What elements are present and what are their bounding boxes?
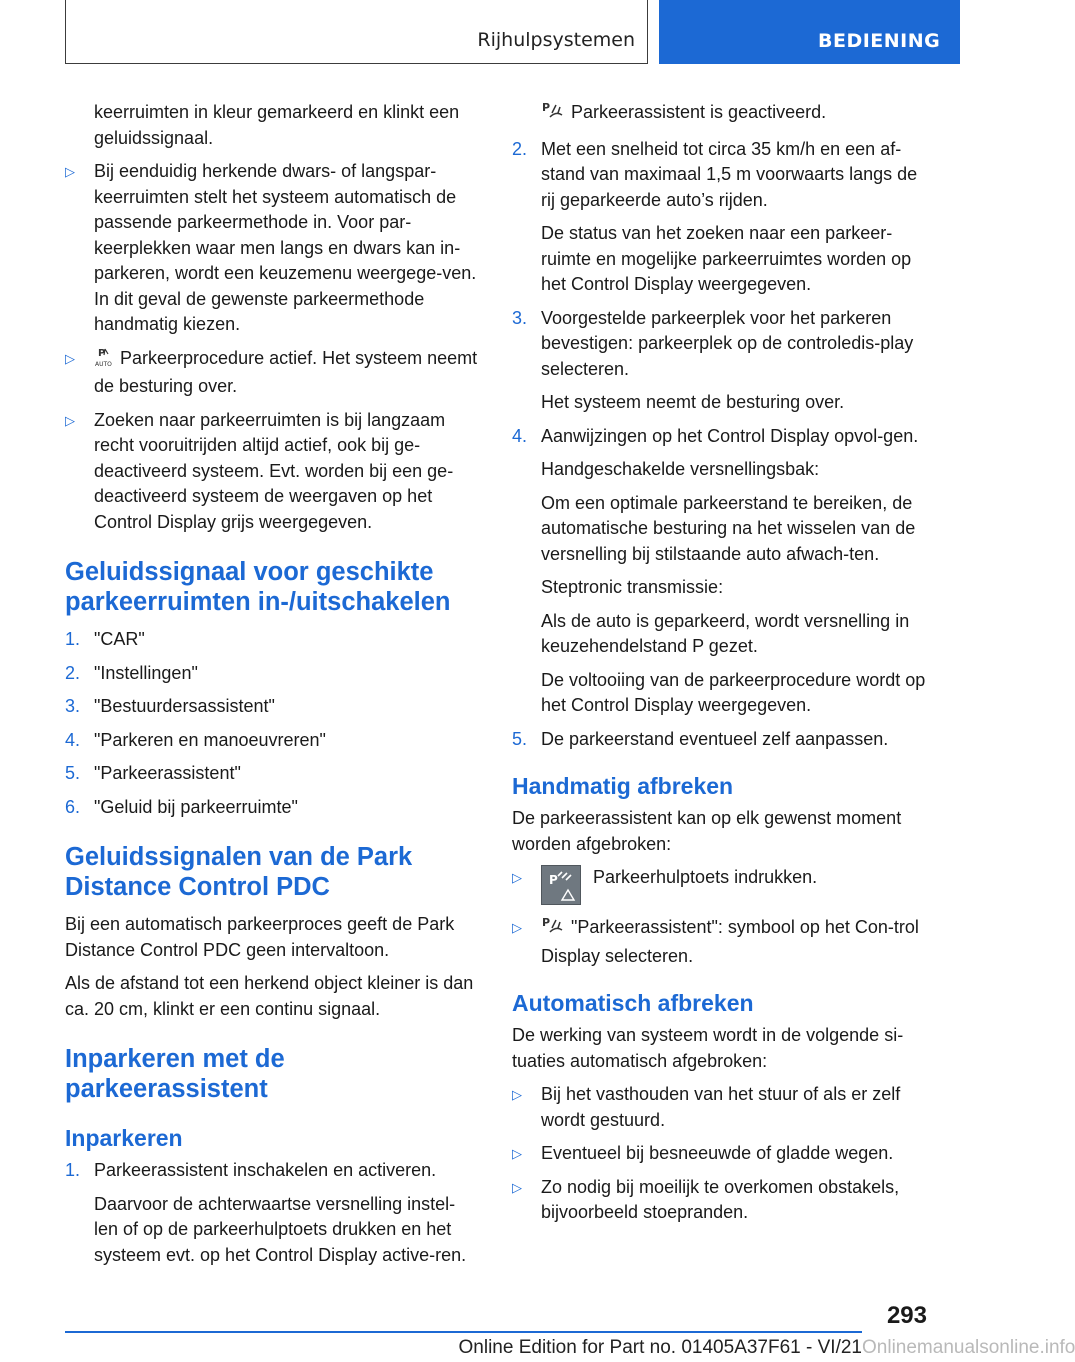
auto-paragraph: De werking van systeem wordt in de volgende si-tuaties automatisch afgebroken: — [512, 1025, 904, 1071]
continued-paragraph: keerruimten in kleur gemarkeerd en klinkt een geluidssignaal. — [94, 102, 460, 148]
manual-paragraph: De parkeerassistent kan op elk gewenst moment worden afgebroken: — [512, 808, 902, 854]
list-item: 5. De parkeerstand eventueel zelf aanpassen. — [512, 728, 889, 749]
list-item — [512, 915, 928, 969]
list-item — [512, 1141, 928, 1167]
list-item: 1. Parkeerassistent inschakelen en activeren. Daarvoor de achterwaartse versnelling instel-len of op de parkeerhulptoets drukken en het systeem evt. op het Control Display active-ren. — [65, 1160, 467, 1265]
list-item: 2. "Instellingen" — [65, 662, 198, 683]
list-item: 6. "Geluid bij parkeerruimte" — [65, 796, 298, 817]
bullet-marker: ▷ — [512, 1179, 522, 1195]
footer-edition: Online Edition for Part no. 01405A37F61 - VI/21 — [458, 1337, 862, 1358]
bullet-text: Bij het vasthouden van het stuur of als er zelf wordt gestuurd. — [541, 1084, 901, 1130]
bullet-text: Eventueel bij besneeuwde of gladde wegen. — [541, 1143, 894, 1163]
svg-text:P: P — [549, 873, 558, 887]
list-item: 5. "Parkeerassistent" — [65, 763, 241, 783]
bullet-marker: ▷ — [65, 164, 75, 179]
list-item — [65, 346, 478, 400]
watermark: Onlinemanualsonline.info — [862, 1337, 1075, 1358]
right-column — [512, 100, 928, 1234]
list-item — [512, 865, 928, 905]
parking-assistant-icon — [541, 101, 565, 129]
list-item: 1. "CAR" — [65, 629, 145, 649]
bullet-text: Bij eenduidig herkende dwars- of langspar-keerruimten stelt het systeem automatisch de passende parkeermethode in. Voor par-keerplekken waar men langs en dwars kan in-parkeren, wordt een keuzemenu weergege-ven. In dit geval de gewenste parkeermethode handmatig kiezen. — [94, 161, 477, 334]
bullet-marker: ▷ — [512, 1087, 522, 1102]
bullet-text: Zoeken naar parkeerruimten is bij langzaam recht vooruitrijden altijd actief, ook bij ge-deactiveerd systeem. Evt. worden bij een ge-deactiveerd systeem de weergaven op het Control Display grijs weergegeven. — [94, 409, 454, 532]
pdc-paragraph: Bij een automatisch parkeerproces geeft de Park Distance Control PDC geen intervaltoon. — [65, 914, 455, 960]
svg-text:P: P — [98, 347, 106, 359]
chapter-tab — [659, 0, 960, 64]
bullet-marker: ▷ — [65, 412, 75, 428]
bullet-marker: ▷ — [512, 920, 522, 935]
steps-sound-list — [65, 627, 478, 820]
svg-text:P: P — [542, 916, 551, 929]
heading-pdc: Geluidssignalen van de Park Distance Control PDC — [65, 843, 413, 901]
parking-button-icon — [541, 865, 581, 905]
list-item: 4. "Parkeren en manoeuvreren" — [65, 729, 326, 750]
chapter-label: BEDIENING — [818, 30, 941, 52]
subheading-inparkeren: Inparkeren — [65, 1125, 183, 1151]
pdc-paragraph: Als de afstand tot een herkend object kleiner is dan ca. 20 cm, klinkt er een continu signaal. — [65, 973, 474, 1019]
heading-parking-assistant: Inparkeren met de parkeerassistent — [65, 1045, 285, 1103]
parking-assistant-icon — [541, 916, 565, 944]
list-item: 2. Met een snelheid tot circa 35 km/h en een af-stand van maximaal 1,5 m voorwaarts langs de rij geparkeerde auto’s rijden. De status van het zoeken naar een parkeer-ruimte en mogelijke parkeerruimtes worden op het Control Display weergegeven. — [512, 138, 918, 294]
list-item: 3. Voorgestelde parkeerplek voor het parkeren bevestigen: parkeerplek op de controledis-play selecteren. Het systeem neemt de besturing over. — [512, 307, 914, 412]
heading-sound-signal: Geluidssignaal voor geschikte parkeerruimten in-/uitschakelen — [65, 558, 451, 616]
bullet-text: Parkeerhulptoets indrukken. — [593, 867, 818, 887]
list-item — [65, 159, 478, 338]
list-item: 3. "Bestuurdersassistent" — [65, 696, 275, 716]
bullet-marker: ▷ — [512, 870, 522, 885]
list-item — [512, 1082, 928, 1133]
svg-text:AUTO: AUTO — [95, 360, 112, 368]
heading-automatic-abort: Automatisch afbreken — [512, 990, 754, 1016]
list-item — [512, 1175, 928, 1226]
bullet-text: Zo nodig bij moeilijk te overkomen obstakels, bijvoorbeeld stoepranden. — [541, 1176, 900, 1222]
left-column — [65, 100, 478, 1276]
bullet-text: Parkeerprocedure actief. Het systeem neemt de besturing over. — [94, 347, 478, 396]
list-item — [65, 408, 478, 536]
footer-rule — [65, 1331, 862, 1333]
heading-manual-abort: Handmatig afbreken — [512, 773, 734, 799]
bullet-marker: ▷ — [65, 350, 75, 366]
list-item: 4. Aanwijzingen op het Control Display opvol-gen. Handgeschakelde versnellingsbak: Om een optimale parkeerstand te bereiken, de automatische besturing na het wisselen van de versnelling bij stilstaande auto afwach-ten. Steptronic transmissie: Als de auto is geparkeerd, wordt versnelling in keuzehendelstand P gezet. De voltooiing van de parkeerprocedure wordt op het Control Display weergegeven. — [512, 425, 926, 715]
continued-icon-text: Parkeerassistent is geactiveerd. — [571, 102, 827, 122]
bullet-marker: ▷ — [512, 1146, 522, 1161]
parking-auto-icon — [94, 347, 114, 375]
section-title: Rijhulpsystemen — [477, 29, 635, 51]
svg-text:P: P — [542, 101, 551, 114]
bullet-text: "Parkeerassistent": symbool op het Con-trol Display selecteren. — [541, 917, 919, 966]
page-number: 293 — [886, 1302, 927, 1329]
